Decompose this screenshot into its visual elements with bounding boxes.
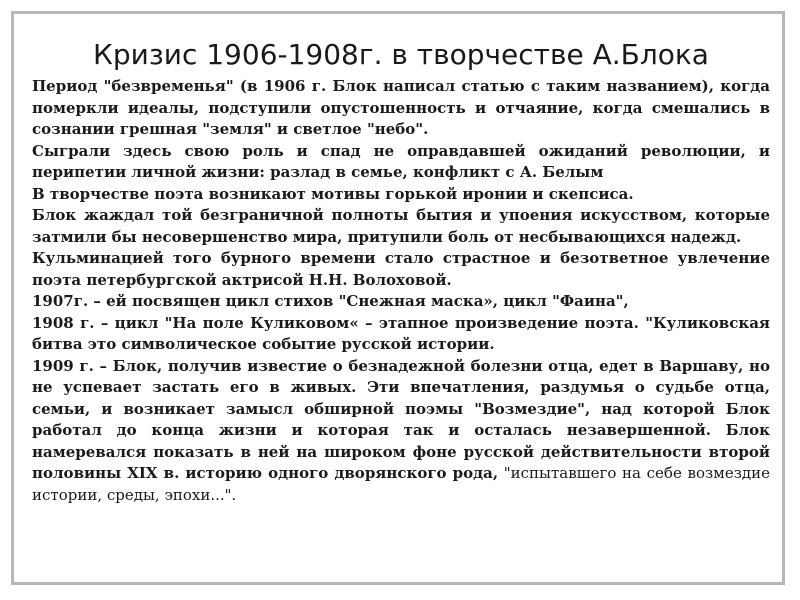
slide-frame bbox=[11, 11, 785, 585]
slide-content bbox=[32, 76, 770, 506]
paragraph-1908: 1908 г. – цикл "На поле Куликовом« – этапное произведение поэта. "Куликовская битва это символическое событие русской истории. bbox=[32, 313, 770, 353]
paragraph-bezvremenye: Период "безвременья" (в 1906 г. Блок написал статью с таким названием), когда померкли идеалы, подступили опустошенность и отчаяние, когда смешались в сознании грешная "земля" и светлое "небо". bbox=[32, 77, 770, 138]
paragraph-1907: 1907г. – ей посвящен цикл стихов "Снежная маска», цикл "Фаина", bbox=[32, 292, 629, 310]
quote-text: "испытавшего на себе возмездие истории, среды, эпохи...". bbox=[32, 464, 770, 504]
paragraph-art: Блок жаждал той безграничной полноты бытия и упоения искусством, которые затмили бы несовершенство мира, притупили боль от несбывающихся надежд. bbox=[32, 206, 770, 246]
slide-title: Кризис 1906-1908г. в творчестве А.Блока bbox=[93, 38, 709, 71]
paragraph-1909 bbox=[32, 356, 770, 507]
paragraph-1909-text: 1909 г. – Блок, получив известие о безнадежной болезни отца, едет в Варшаву, но не успевает застать его в живых. Эти впечатления, раздумья о судьбе отца, семьи, и возникает замысл обширной поэмы "Возмездие", над которой Блок работал до конца жизни и которая так и осталась незавершенной. Блок намеревался показать в ней на широком фоне русской действительности второй половины XIX в. историю одного дворянского рода, bbox=[32, 356, 770, 482]
paragraph-revolution: Сыграли здесь свою роль и спад не оправдавшей ожиданий революции, и перипетии личной жизни: разлад в семье, конфликт с А. Белым bbox=[32, 141, 770, 181]
paragraph-irony: В творчестве поэта возникают мотивы горькой иронии и скепсиса. bbox=[32, 184, 634, 203]
paragraph-volokhova: Кульминацией того бурного времени стало страстное и безответное увлечение поэта петербургской актрисой Н.Н. Волоховой. bbox=[32, 249, 770, 289]
